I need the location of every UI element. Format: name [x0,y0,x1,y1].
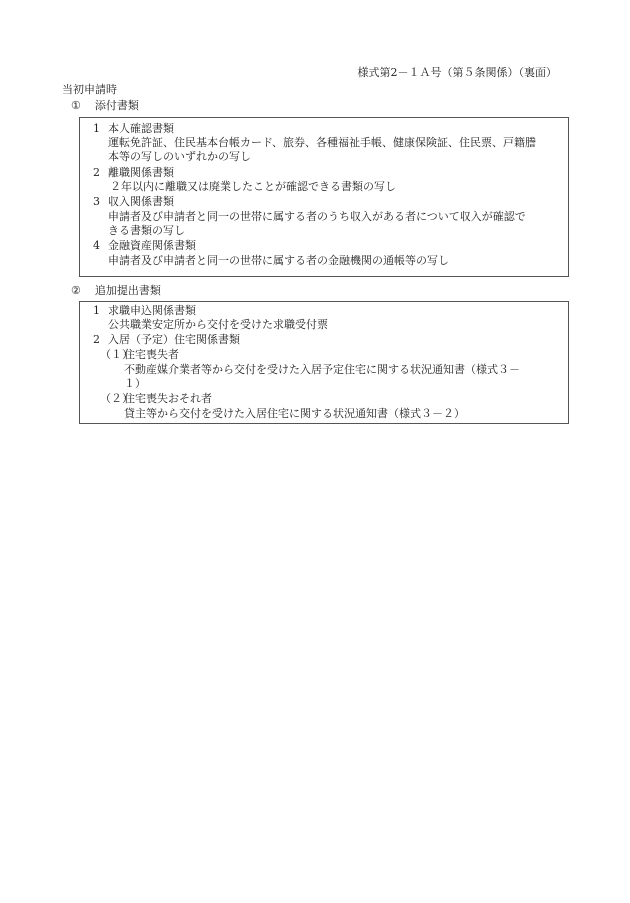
item-title: 金融資産関係書類 [108,239,196,252]
item-title: 収入関係書類 [108,195,174,208]
subitem-text: 貸主等から交付を受けた入居住宅に関する状況通知書（様式３－２） [124,407,465,420]
subitem-text: 不動産媒介業者等から交付を受けた入居予定住宅に関する状況通知書（様式３－ [124,363,520,376]
subitem-title: 住宅喪失者 [124,348,179,361]
section2-heading [71,284,161,298]
item-title: 求職申込関係書類 [108,304,196,317]
section1-heading [71,99,139,113]
item-number: 1 [93,304,100,317]
item-text: きる書類の写し [108,224,185,237]
form-number-header: 様式第2－１Ａ号（第５条関係）（裏面） [357,66,557,79]
item-title: 入居（予定）住宅関係書類 [108,333,240,346]
item-number: 2 [93,333,100,346]
section1-marker: ① [71,99,81,112]
item-number: 1 [93,122,100,135]
section2-marker: ② [71,284,81,297]
section2-title: 追加提出書類 [94,284,161,297]
item-title: 本人確認書類 [108,122,174,135]
subitem-number: （１） [100,348,133,361]
item-title: 離職関係書類 [108,166,174,179]
item-number: 2 [93,166,100,179]
section-heading: 当初申請時 [62,83,117,96]
item-text: ２年以内に離職又は廃業したことが確認できる書類の写し [110,180,396,193]
item-number: 4 [93,239,100,252]
item-text: 申請者及び申請者と同一の世帯に属する者のうち収入がある者について収入が確認で [108,210,526,223]
additional-documents-box [79,301,569,424]
item-text: 公共職業安定所から交付を受けた求職受付票 [108,318,328,331]
item-text: 申請者及び申請者と同一の世帯に属する者の金融機関の通帳等の写し [108,254,449,267]
attached-documents-box [79,117,569,277]
subitem-text: １） [124,377,146,390]
item-text: 運転免許証、住民基本台帳カード、旅券、各種福祉手帳、健康保険証、住民票、戸籍謄 [108,136,537,149]
item-number: 3 [93,195,100,208]
subitem-number: （２） [100,392,133,405]
subitem-title: 住宅喪失おそれ者 [124,392,212,405]
item-text: 本等の写しのいずれかの写し [108,150,251,163]
section1-title: 添付書類 [94,99,139,112]
